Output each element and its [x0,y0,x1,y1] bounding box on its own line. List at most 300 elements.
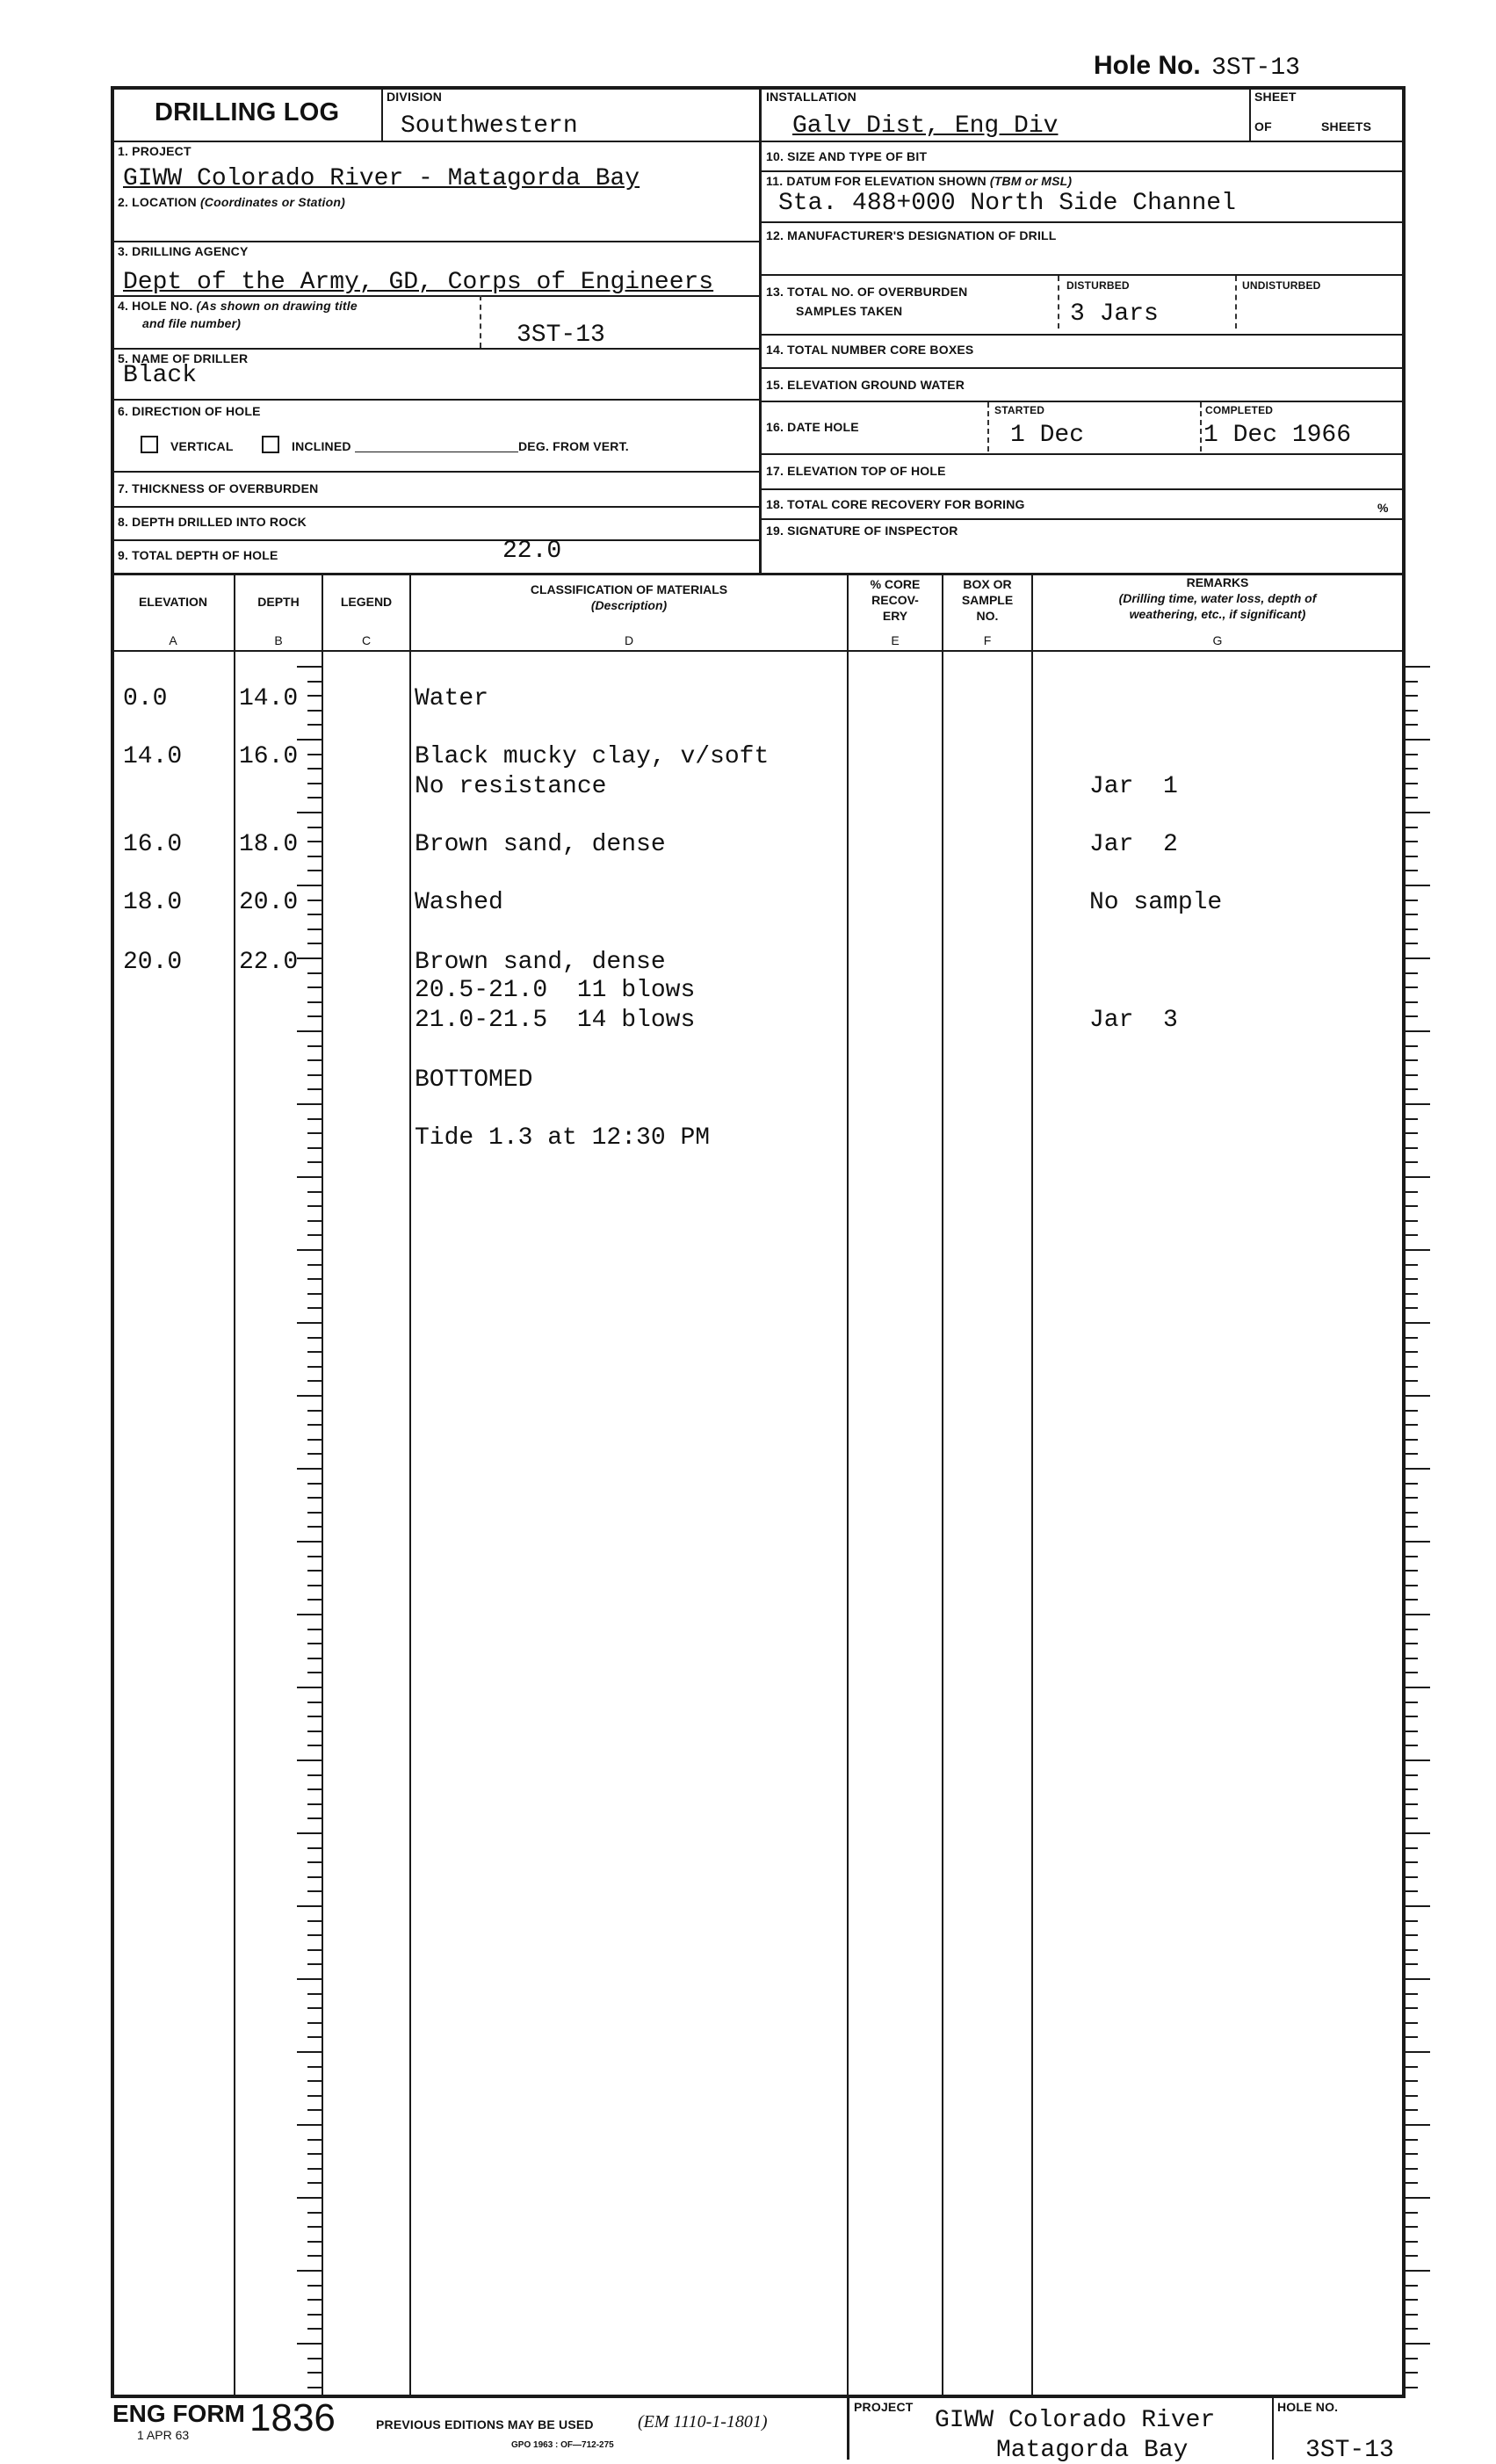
col-box-header: BOX OR SAMPLE NO. [961,577,1014,623]
margin-tick [1406,1585,1418,1586]
row-5-desc-2: 20.5-21.0 11 blows [415,977,696,1004]
depth-tick [297,1978,322,1980]
margin-tick [1406,1264,1418,1266]
depth-tick [307,2007,322,2009]
row-5-desc-3: 21.0-21.5 14 blows [415,1007,696,1034]
footer-hole-value: 3ST-13 [1305,2437,1394,2464]
row-2-elevation: 14.0 [123,743,183,770]
hole-no-value: 3ST-13 [1211,54,1300,82]
depth-tick [307,2299,322,2301]
depth-tick [297,1832,322,1834]
margin-tick [1406,1001,1418,1003]
margin-tick [1406,1832,1430,1834]
depth-tick [307,1629,322,1630]
depth-tick [307,2168,322,2170]
depth-tick [307,1526,322,1528]
margin-tick [1406,1380,1418,1382]
started-label: STARTED [994,404,1045,416]
row-3-desc: Brown sand, dense [415,831,666,858]
depth-tick [307,1088,322,1090]
col-box-letter: F [983,633,992,647]
depth-tick [307,1716,322,1717]
margin-tick [1406,1424,1418,1426]
margin-tick [1406,1512,1418,1514]
margin-tick [1406,1147,1418,1149]
depth-tick [307,2153,322,2155]
depth-tick [307,2212,322,2214]
depth-tick [307,1847,322,1849]
eng-form-date: 1 APR 63 [137,2428,190,2442]
margin-tick [1406,914,1418,915]
overburden-label: 7. THICKNESS OF OVERBURDEN [118,481,319,495]
col-depth-letter: B [274,633,283,647]
margin-tick [1406,1774,1418,1776]
depth-tick [307,1556,322,1557]
margin-tick [1406,841,1418,842]
margin-tick [1406,1905,1430,1907]
margin-tick [1406,1861,1418,1863]
depth-tick [297,1103,322,1105]
depth-tick [307,1963,322,1965]
margin-tick [1406,739,1430,741]
depth-tick [307,2255,322,2257]
location-label: 2. LOCATION (Coordinates or Station) [118,195,345,209]
margin-tick [1406,1643,1418,1644]
previous-editions: PREVIOUS EDITIONS MAY BE USED [376,2417,594,2431]
depth-tick [307,1220,322,1222]
ground-water-label: 15. ELEVATION GROUND WATER [766,378,965,392]
depth-tick [297,1687,322,1688]
margin-tick [1406,1088,1418,1090]
depth-tick [297,2343,322,2345]
depth-tick [307,1351,322,1353]
margin-tick [1406,1788,1418,1790]
margin-tick [1406,2080,1418,2082]
margin-tick [1406,812,1430,813]
margin-tick [1406,1993,1418,1995]
depth-tick [307,1890,322,1892]
margin-tick [1406,1556,1418,1557]
margin-tick [1406,1731,1418,1732]
depth-tick [297,2270,322,2272]
depth-tick [307,2372,322,2374]
margin-tick [1406,1220,1418,1222]
depth-tick [307,1410,322,1412]
margin-tick [1406,2343,1430,2345]
margin-tick [1406,870,1418,871]
footer-project-value-2: Matagorda Bay [996,2437,1189,2464]
inclined-checkbox[interactable] [262,436,279,453]
depth-tick [307,695,322,697]
margin-tick [1406,1978,1430,1980]
margin-tick [1406,957,1430,959]
margin-tick [1406,1658,1418,1659]
depth-tick [307,986,322,988]
depth-tick [307,2066,322,2068]
direction-label: 6. DIRECTION OF HOLE [118,404,261,418]
depth-tick [307,1731,322,1732]
margin-tick [1406,929,1418,930]
depth-tick [297,739,322,741]
depth-tick [307,2182,322,2184]
depth-tick [297,2197,322,2199]
division-value: Southwestern [401,112,578,140]
margin-tick [1406,768,1418,770]
depth-tick [307,2109,322,2111]
depth-tick [307,1993,322,1995]
deg-from-vert-label: DEG. FROM VERT. [518,439,629,453]
depth-tick [297,1468,322,1470]
margin-tick [1406,1176,1430,1178]
margin-tick [1406,2212,1418,2214]
row-4-depth: 20.0 [239,889,299,916]
depth-tick [297,1614,322,1615]
depth-tick [297,1176,322,1178]
row-4-remarks: No sample [1089,889,1223,916]
depth-tick [307,2241,322,2243]
depth-tick [307,2358,322,2359]
depth-tick [307,1074,322,1076]
col-remarks-header: REMARKS (Drilling time, water loss, depth of weathering, etc., if significant) [1118,575,1317,621]
col-classification-letter: D [624,633,634,647]
margin-tick [1406,1351,1418,1353]
margin-tick [1406,2241,1418,2243]
driller-label: 5. NAME OF DRILLER [118,351,249,365]
depth-tick [307,2036,322,2038]
row-3-depth: 18.0 [239,831,299,858]
depth-tick [297,1395,322,1397]
footer-project-label: PROJECT [854,2400,914,2414]
margin-tick [1406,1934,1418,1936]
margin-tick [1406,2022,1418,2024]
margin-tick [1406,1191,1418,1193]
depth-tick [307,929,322,930]
depth-tick [297,957,322,959]
depth-tick [307,797,322,798]
depth-tick [307,1861,322,1863]
depth-tick [307,1803,322,1805]
samples-label-1: 13. TOTAL NO. OF OVERBURDEN [766,285,968,299]
margin-tick [1406,666,1430,668]
depth-tick [307,1118,322,1120]
depth-tick [297,1759,322,1761]
margin-tick [1406,1293,1418,1295]
depth-tick [307,1774,322,1776]
col-depth-header: DEPTH [257,595,300,609]
margin-tick [1406,1468,1430,1470]
row-4-desc: Washed [415,889,503,916]
depth-tick [307,1483,322,1485]
depth-tick [307,1264,322,1266]
margin-tick [1406,1963,1418,1965]
depth-tick [307,1205,322,1207]
margin-tick [1406,1526,1418,1528]
datum-value: Sta. 488+000 North Side Channel [778,190,1236,217]
margin-tick [1406,2285,1418,2287]
margin-tick [1406,1030,1430,1032]
margin-tick [1406,724,1418,726]
margin-tick [1406,972,1418,974]
margin-tick [1406,2007,1418,2009]
hole-no-label: Hole No. [1094,51,1201,80]
depth-tick [307,870,322,871]
margin-tick [1406,1074,1418,1076]
depth-tick [307,2095,322,2097]
project-label: 1. PROJECT [118,144,192,158]
margin-tick [1406,2328,1418,2330]
datum-label: 11. DATUM FOR ELEVATION SHOWN (TBM or MSL) [766,174,1073,188]
margin-tick [1406,1307,1418,1309]
row-3-remarks: Jar 2 [1089,831,1178,858]
margin-tick [1406,2299,1418,2301]
depth-tick [307,724,322,726]
row-5-remarks: Jar 3 [1089,1007,1178,1034]
depth-tick [307,1672,322,1673]
margin-tick [1406,1629,1418,1630]
row-1-elevation: 0.0 [123,685,168,712]
eng-form-label: ENG FORM [112,2400,245,2427]
depth-tick [307,2285,322,2287]
margin-tick [1406,1439,1418,1441]
rock-label: 8. DEPTH DRILLED INTO ROCK [118,515,307,529]
depth-tick [307,1702,322,1703]
margin-tick [1406,2139,1418,2141]
col-classification-header: CLASSIFICATION OF MATERIALS (Description) [530,582,728,612]
margin-tick [1406,2270,1430,2272]
col-core-header: % CORE RECOV- ERY [870,577,921,623]
margin-tick [1406,710,1418,712]
total-depth-value: 22.0 [502,538,562,565]
depth-tick [297,1249,322,1251]
margin-tick [1406,1322,1430,1324]
margin-tick [1406,1337,1418,1339]
depth-tick [307,710,322,712]
depth-tick [307,2139,322,2141]
margin-tick [1406,1876,1418,1878]
core-recovery-label: 18. TOTAL CORE RECOVERY FOR BORING [766,497,1025,511]
margin-tick [1406,1687,1430,1688]
margin-tick [1406,1132,1418,1134]
depth-tick [307,1293,322,1295]
margin-tick [1406,1205,1418,1207]
location-note: (Coordinates or Station) [199,195,345,209]
depth-tick [307,1512,322,1514]
margin-tick [1406,1366,1418,1368]
manufacturer-label: 12. MANUFACTURER'S DESIGNATION OF DRILL [766,228,1057,242]
margin-tick [1406,2197,1430,2199]
row-5-depth: 22.0 [239,949,299,976]
row-4-elevation: 18.0 [123,889,183,916]
depth-tick [307,972,322,974]
depth-tick [307,1817,322,1819]
margin-tick [1406,1890,1418,1892]
sheet-of-label: OF [1254,119,1272,134]
margin-tick [1406,681,1418,683]
depth-tick [297,2124,322,2126]
depth-tick [307,914,322,915]
footer-hole-label: HOLE NO. [1277,2400,1339,2414]
margin-tick [1406,1234,1418,1236]
margin-tick [1406,1949,1418,1951]
depth-tick [307,1453,322,1455]
inclined-label: INCLINED [292,439,351,453]
depth-tick [307,1439,322,1441]
margin-tick [1406,1497,1418,1499]
margin-tick [1406,1059,1418,1061]
margin-tick [1406,2387,1418,2388]
margin-tick [1406,2095,1418,2097]
driller-value: Black [123,362,198,389]
depth-tick [307,1045,322,1047]
col-elevation-letter: A [169,633,177,647]
installation-value: Galv Dist, Eng Div [792,112,1059,140]
depth-tick [307,943,322,944]
depth-tick [307,768,322,770]
margin-tick [1406,2051,1430,2053]
depth-tick [307,1015,322,1017]
margin-tick [1406,1453,1418,1455]
division-label: DIVISION [387,90,443,104]
margin-tick [1406,2372,1418,2374]
margin-tick [1406,1759,1430,1761]
margin-tick [1406,827,1418,828]
agency-label: 3. DRILLING AGENCY [118,244,249,258]
margin-tick [1406,1614,1430,1615]
project-value: GIWW Colorado River - Matagorda Bay [123,165,640,192]
depth-tick [307,900,322,901]
margin-tick [1406,1716,1418,1717]
vertical-checkbox[interactable] [141,436,158,453]
margin-tick [1406,797,1418,798]
depth-tick [307,2226,322,2228]
depth-tick [307,1876,322,1878]
col-core-letter: E [891,633,900,647]
margin-tick [1406,2066,1418,2068]
depth-tick [307,2022,322,2024]
bottomed-note: BOTTOMED [415,1066,533,1094]
margin-tick [1406,900,1418,901]
depth-tick [307,1570,322,1572]
depth-tick [307,1788,322,1790]
undisturbed-label: UNDISTURBED [1242,279,1321,292]
depth-tick [297,812,322,813]
total-depth-label: 9. TOTAL DEPTH OF HOLE [118,548,278,562]
margin-tick [1406,885,1430,886]
margin-tick [1406,1745,1418,1746]
depth-tick [307,1949,322,1951]
margin-tick [1406,1672,1418,1673]
hole-no-field-note: and file number) [142,316,242,330]
margin-tick [1406,2255,1418,2257]
margin-tick [1406,2314,1418,2316]
col-remarks-letter: G [1212,633,1223,647]
hole-no-field-value: 3ST-13 [517,322,605,349]
installation-label: INSTALLATION [766,90,856,104]
completed-label: COMPLETED [1205,404,1274,416]
date-hole-label: 16. DATE HOLE [766,420,859,434]
margin-tick [1406,1920,1418,1922]
gpo-note: GPO 1963 : OF—712-275 [511,2440,614,2450]
depth-tick [307,1001,322,1003]
margin-tick [1406,783,1418,784]
margin-tick [1406,1817,1418,1819]
margin-tick [1406,1847,1418,1849]
margin-tick [1406,2226,1418,2228]
col-elevation-header: ELEVATION [138,595,208,609]
hole-no-header [1094,51,1300,82]
depth-tick [307,1366,322,1368]
vertical-label: VERTICAL [170,439,234,453]
col-legend-header: LEGEND [340,595,393,609]
row-2-remarks: Jar 1 [1089,773,1178,800]
row-1-desc: Water [415,685,489,712]
depth-tick [307,1920,322,1922]
core-recovery-unit: % [1377,501,1389,515]
samples-label-2: SAMPLES TAKEN [796,304,903,318]
depth-tick [307,1497,322,1499]
row-2-depth: 16.0 [239,743,299,770]
depth-tick [297,2051,322,2053]
depth-tick [307,2314,322,2316]
depth-tick [307,1147,322,1149]
margin-tick [1406,1570,1418,1572]
depth-tick [307,1934,322,1936]
margin-tick [1406,2182,1418,2184]
depth-tick [307,1658,322,1659]
depth-tick [307,827,322,828]
depth-tick [307,856,322,857]
depth-tick [297,1541,322,1543]
depth-tick [307,2328,322,2330]
margin-tick [1406,1410,1418,1412]
drilling-log-title: DRILLING LOG [155,98,340,126]
tide-note: Tide 1.3 at 12:30 PM [415,1124,711,1152]
depth-tick [307,1161,322,1163]
row-1-depth: 14.0 [239,685,299,712]
signature-label: 19. SIGNATURE OF INSPECTOR [766,524,958,538]
depth-tick [307,1191,322,1193]
eng-form-number: 1836 [249,2396,336,2439]
margin-tick [1406,2168,1418,2170]
depth-tick [307,1585,322,1586]
started-value: 1 Dec [1010,422,1085,449]
margin-tick [1406,1803,1418,1805]
depth-tick [307,783,322,784]
footer-project-value-1: GIWW Colorado River [935,2407,1216,2434]
depth-tick [307,1599,322,1601]
core-boxes-label: 14. TOTAL NUMBER CORE BOXES [766,343,974,357]
margin-tick [1406,1045,1418,1047]
margin-tick [1406,2036,1418,2038]
depth-tick [307,681,322,683]
disturbed-value: 3 Jars [1070,300,1159,328]
depth-tick [307,1643,322,1644]
margin-tick [1406,986,1418,988]
agency-value: Dept of the Army, GD, Corps of Engineers [123,269,714,296]
completed-value: 1 Dec 1966 [1203,422,1352,449]
margin-tick [1406,1015,1418,1017]
depth-tick [307,754,322,755]
depth-tick [297,1322,322,1324]
depth-tick [297,1905,322,1907]
margin-tick [1406,1278,1418,1280]
margin-tick [1406,1103,1430,1105]
row-2-desc-1: Black mucky clay, v/soft [415,743,770,770]
depth-tick [307,2387,322,2388]
depth-tick [307,1234,322,1236]
margin-tick [1406,1395,1430,1397]
sheets-label: SHEETS [1321,119,1372,134]
